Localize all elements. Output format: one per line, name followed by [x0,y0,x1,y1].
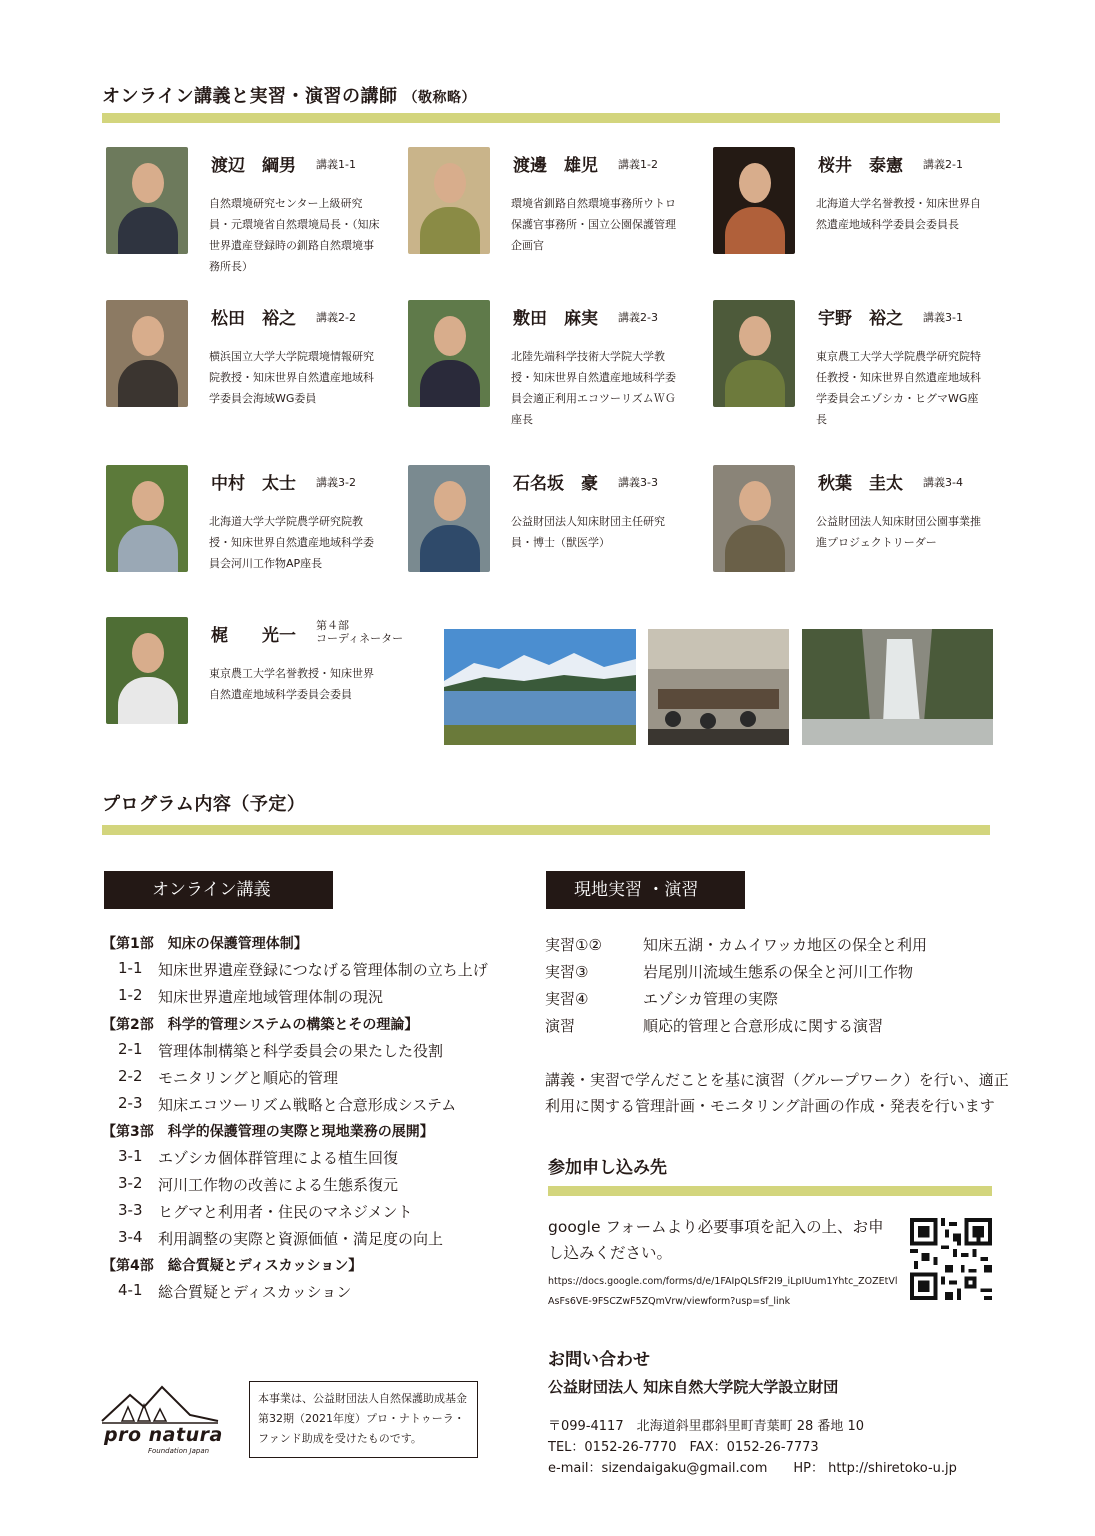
instructor-lecture: 第４部 コーディネーター [316,619,404,645]
instructor-photo [713,465,795,572]
field-item-text: 順応的管理と合意形成に関する演習 [643,1017,884,1035]
field-item-label: 実習①② [545,936,602,954]
program-item-text: 知床世界遺産地域管理体制の現況 [158,988,384,1006]
instructor-lecture: 講義3-4 [923,476,963,489]
program-item-text: 知床世界遺産登録につなげる管理体制の立ち上げ [158,961,488,979]
instructor-card [408,147,708,297]
instructor-photo [106,300,188,407]
instructor-name: 渡辺 綱男 [211,156,296,176]
application-text: google フォームより必要事項を記入の上、お申し込みください。 [548,1218,884,1262]
instructor-name: 松田 裕之 [211,309,296,329]
program-item-number: 3-4 [118,1228,143,1246]
instructors-title-note: （敬称略） [403,90,476,106]
program-item-number: 3-1 [118,1147,143,1165]
instructor-card [408,465,708,615]
field-item-text: 岩尾別川流域生態系の保全と河川工作物 [643,963,914,981]
program-item-number: 3-3 [118,1201,143,1219]
field-item-text: エゾシカ管理の実際 [643,990,779,1008]
instructor-title: 東京農工大学大学院農学研究院特任教授・知床世界自然遺産地域科学委員会エゾシカ・ヒグマWG座長 [816,350,981,426]
program-item-text: 知床エコツーリズム戦略と合意形成システム [158,1096,457,1114]
instructor-title: 横浜国立大学大学院環境情報研究院教授・知床世界自然遺産地域科学委員会海域WG委員 [209,350,374,405]
instructor-photo [106,147,188,254]
instructor-photo [713,147,795,254]
instructor-lecture: 講義3-3 [618,476,658,489]
instructor-photo [408,147,490,254]
grant-notice: 本事業は、公益財団法人自然保護助成基金第32期（2021年度）プロ・ナトゥーラ・ファンド助成を受けたものです。 [249,1381,478,1458]
program-item-text: エゾシカ個体群管理による植生回復 [158,1149,399,1167]
program-item-text: モニタリングと順応的管理 [158,1069,339,1087]
field-item-text: 知床五湖・カムイワッカ地区の保全と利用 [643,936,927,954]
program-item-number: 2-1 [118,1040,143,1058]
instructor-card [106,300,406,450]
qr-code-icon[interactable] [910,1218,992,1300]
program-section-title: プログラム内容（予定） [102,794,306,815]
program-item-text: 河川工作物の改善による生態系復元 [158,1176,399,1194]
program-item-number: 4-1 [118,1281,143,1299]
instructor-card [106,617,406,767]
instructor-photo [408,465,490,572]
instructor-lecture: 講義3-1 [923,311,963,324]
waterfall-photo [802,629,993,745]
instructor-title: 東京農工大学名誉教授・知床世界自然遺産地域科学委員会委員 [209,667,374,701]
logo-name: pro natura [104,1424,223,1446]
instructor-photo [106,617,188,724]
contact-address: 〒099-4117 北海道斜里郡斜里町青葉町 28 番地 10 [548,1419,865,1434]
instructor-name: 中村 太士 [211,474,296,494]
application-title: 参加申し込み先 [548,1158,667,1178]
application-divider [548,1186,992,1196]
instructor-photo [106,465,188,572]
program-item-text: 総合質疑とディスカッション [158,1283,352,1301]
instructor-card [713,300,1013,450]
instructor-lecture: 講義2-3 [618,311,658,324]
contact-organization: 公益財団法人 知床自然大学院大学設立財団 [548,1378,839,1396]
instructor-title: 環境省釧路自然環境事務所ウトロ保護官事務所・国立公園保護管理企画官 [511,197,676,252]
program-part-heading: 【第2部 科学的管理システムの構築とその理論】 [102,1017,419,1033]
field-item-label: 実習③ [545,963,589,981]
logo-subtitle: Foundation Japan [148,1447,210,1455]
instructor-title: 公益財団法人知床財団主任研究員・博士（獣医学） [511,515,665,549]
contact-tel-fax: TEL：0152-26-7770 FAX：0152-26-7773 [548,1440,819,1455]
instructor-lecture: 講義1-1 [316,158,356,171]
contact-title: お問い合わせ [548,1350,650,1370]
program-item-number: 1-2 [118,986,143,1004]
instructor-title: 北海道大学名誉教授・知床世界自然遺産地域科学委員会委員長 [816,197,981,231]
instructor-name: 石名坂 豪 [513,474,598,494]
contact-email-hp: e-mail：sizendaigaku@gmail.com HP： http://shiretoko-u.jp [548,1461,957,1476]
instructor-lecture: 講義2-2 [316,311,356,324]
program-part-heading: 【第3部 科学的保護管理の実際と現地業務の展開】 [102,1124,434,1140]
program-part-heading: 【第4部 総合質疑とディスカッション】 [102,1258,363,1274]
instructor-lecture: 講義2-1 [923,158,963,171]
instructor-name: 敷田 麻実 [513,309,598,329]
program-item-number: 3-2 [118,1174,143,1192]
field-practice-tab: 現地実習 ・演習 [546,871,745,909]
instructor-card [713,147,1013,297]
instructor-card [106,465,406,615]
field-item-label: 実習④ [545,990,589,1008]
instructor-photo [713,300,795,407]
program-divider [102,825,990,835]
instructor-name: 秋葉 圭太 [818,474,903,494]
program-item-number: 2-3 [118,1094,143,1112]
instructor-card [713,465,1013,615]
instructor-title: 公益財団法人知床財団公園事業推進プロジェクトリーダー [816,515,981,549]
online-lecture-tab: オンライン講義 [104,871,333,909]
instructor-lecture: 講義1-2 [618,158,658,171]
instructors-section-title [102,82,476,108]
instructor-title: 北海道大学大学院農学研究院教授・知床世界自然遺産地域科学委員会河川工作物AP座長 [209,515,374,570]
instructors-title-text: オンライン講義と実習・演習の講師 [102,86,398,107]
instructors-divider [102,113,1000,123]
instructor-title: 北陸先端科学技術大学院大学教授・知床世界自然遺産地域科学委員会適正利用エコツーリズムＷＧ座長 [511,350,676,426]
program-item-text: ヒグマと利用者・住民のマネジメント [158,1203,413,1221]
meeting-room-photo [648,629,789,745]
application-url[interactable]: https://docs.google.com/forms/d/e/1FAIpQLSfF2I9_iLpIUum1Yhtc_ZOZEtVlAsFs6VE-9FSCZwF5ZQmVrw/viewform?usp=sf_link [548,1276,898,1307]
instructor-name: 渡邊 雄児 [513,156,598,176]
instructor-lecture: 講義3-2 [316,476,356,489]
field-description: 講義・実習で学んだことを基に演習（グループワーク）を行い、適正利用に関する管理計画・モニタリング計画の作成・発表を行います [545,1071,1009,1115]
field-item-label: 演習 [545,1017,576,1035]
program-item-number: 2-2 [118,1067,143,1085]
instructor-card [106,147,406,297]
program-item-number: 1-1 [118,959,143,977]
program-item-text: 管理体制構築と科学委員会の果たした役割 [158,1042,444,1060]
program-part-heading: 【第1部 知床の保護管理体制】 [102,936,308,952]
instructor-title: 自然環境研究センター上級研究員・元環境省自然環境局長・（知床世界遺産登録時の釧路自然環境事務所長） [209,197,380,273]
program-item-text: 利用調整の実際と資源価値・満足度の向上 [158,1230,444,1248]
instructor-photo [408,300,490,407]
instructor-card [408,300,708,450]
instructor-name: 梶 光一 [211,626,296,646]
instructor-name: 宇野 裕之 [818,309,903,329]
lake-landscape-photo [444,629,636,745]
instructor-name: 桜井 泰憲 [818,156,903,176]
